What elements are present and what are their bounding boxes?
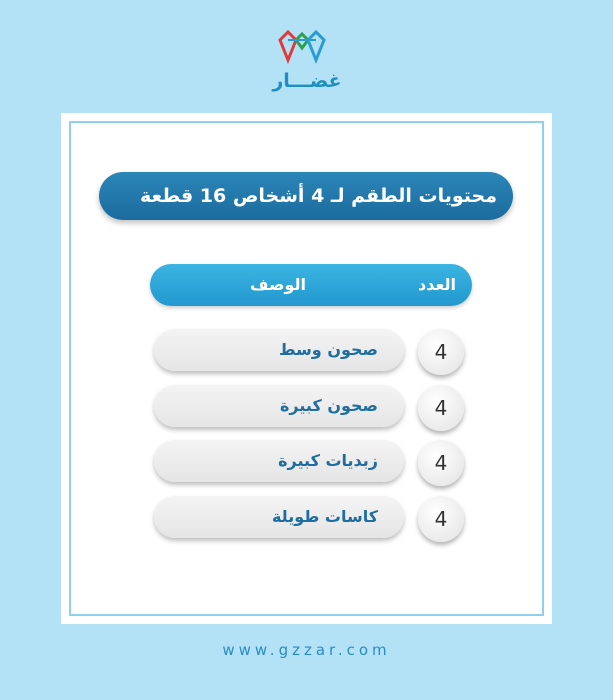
table-row xyxy=(154,385,466,431)
row-description: زبديات كبيرة xyxy=(154,440,404,482)
table-row xyxy=(154,496,466,542)
diamond-logo-icon xyxy=(278,30,336,70)
table-header xyxy=(150,264,472,306)
row-count: 4 xyxy=(418,329,464,375)
header-count-label: العدد xyxy=(418,275,456,294)
page-title: محتويات الطقم لـ 4 أشخاص 16 قطعة xyxy=(99,172,513,220)
row-description: كاسات طويلة xyxy=(154,496,404,538)
brand-name: غضـــار xyxy=(272,70,342,92)
footer-url: www.gzzar.com xyxy=(222,641,391,659)
table-row xyxy=(154,329,466,375)
row-description: صحون كبيرة xyxy=(154,385,404,427)
row-count: 4 xyxy=(418,440,464,486)
table-row xyxy=(154,440,466,486)
row-count: 4 xyxy=(418,496,464,542)
header-description-label: الوصف xyxy=(250,275,307,294)
brand-logo xyxy=(270,30,344,96)
row-description: صحون وسط xyxy=(154,329,404,371)
row-count: 4 xyxy=(418,385,464,431)
